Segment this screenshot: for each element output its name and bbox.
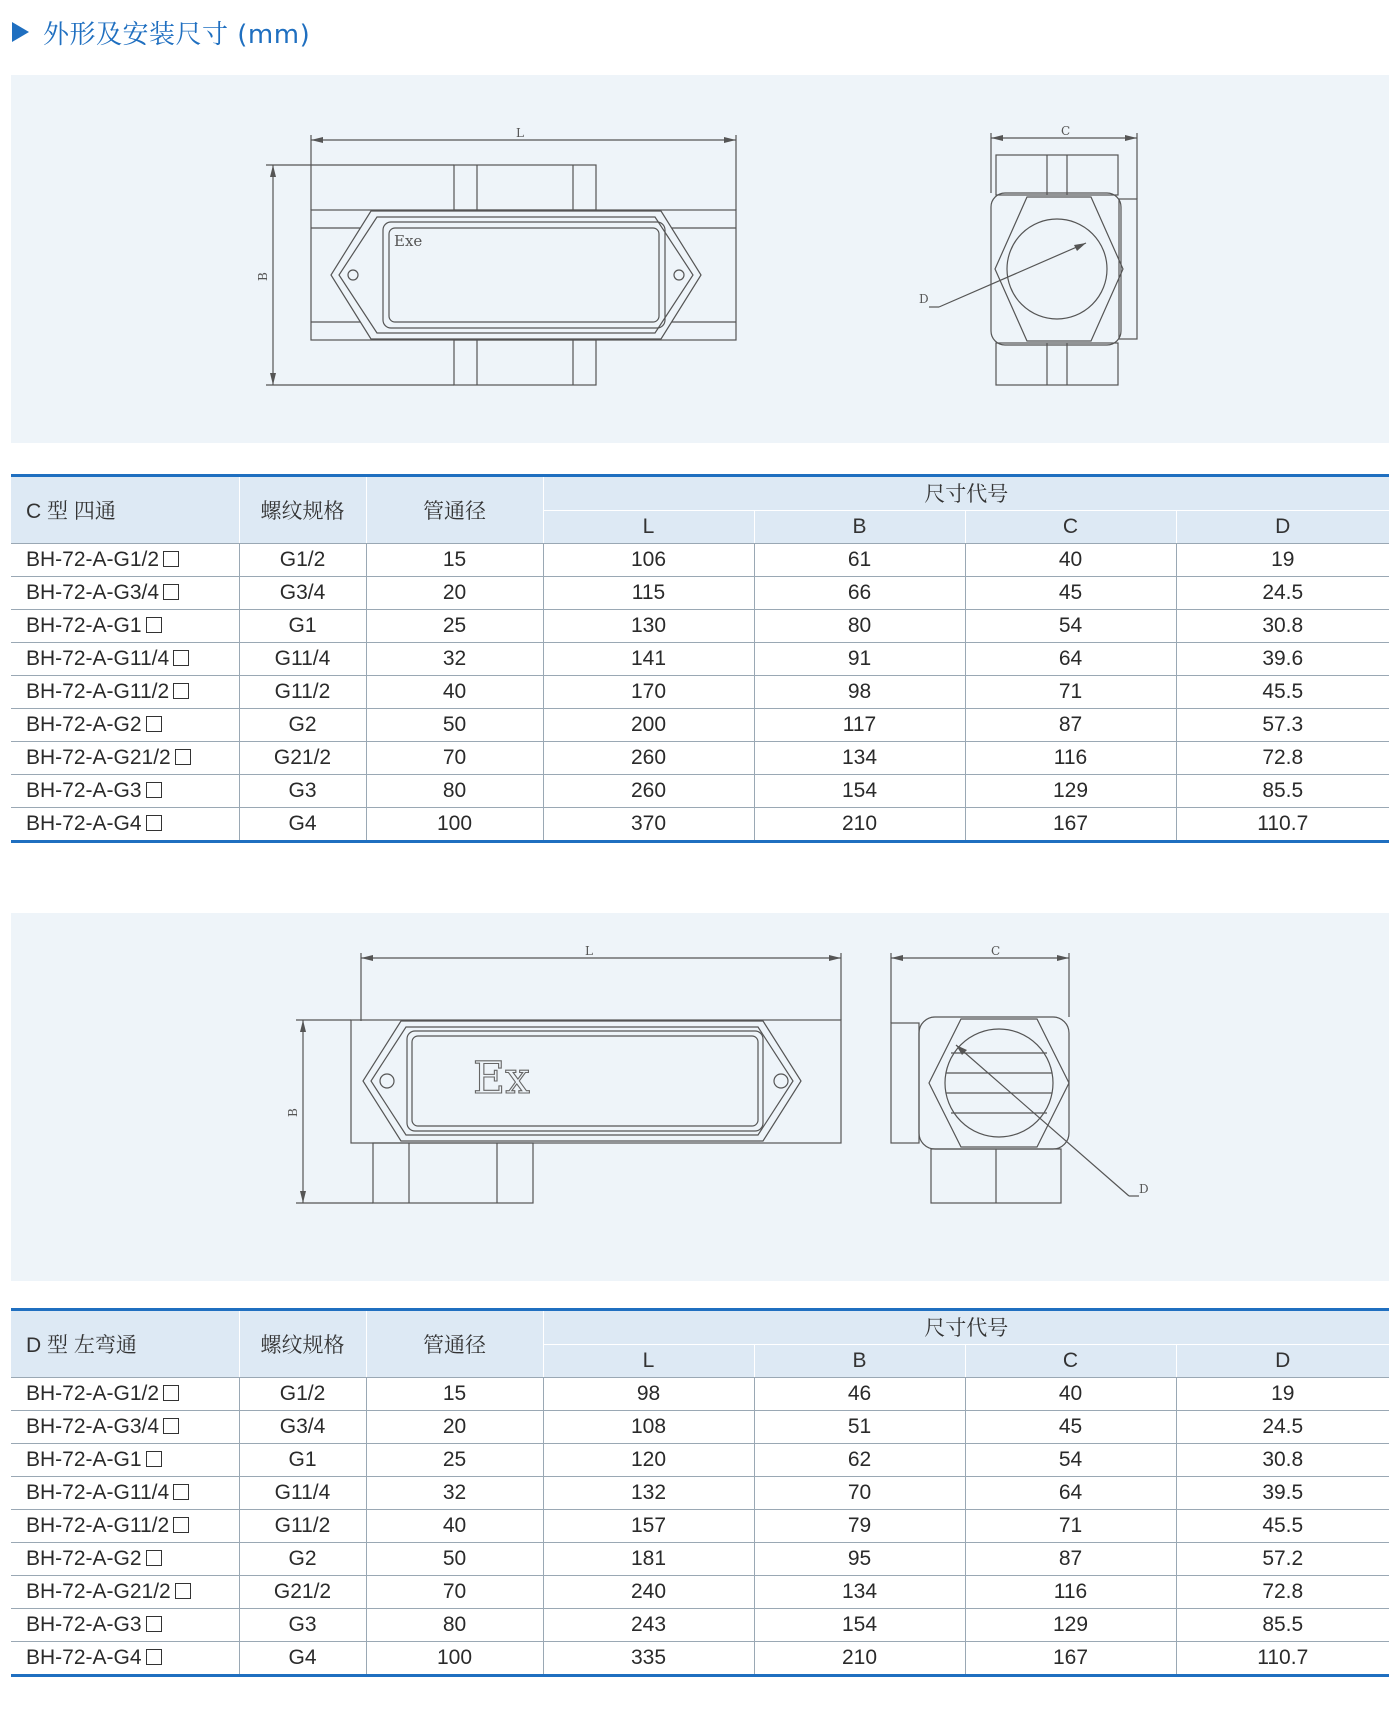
checkbox-square-icon: [146, 1550, 162, 1566]
model-text: BH-72-A-G2: [26, 713, 142, 736]
l-cell: 132: [543, 1477, 754, 1510]
model-cell: [11, 1378, 239, 1411]
b-cell: 79: [754, 1510, 965, 1543]
l-cell: 181: [543, 1543, 754, 1576]
model-text: BH-72-A-G11/2: [26, 1514, 170, 1537]
model-text: BH-72-A-G1: [26, 614, 142, 637]
checkbox-square-icon: [163, 1385, 179, 1401]
type-label: D 型 左弯通: [11, 1310, 239, 1378]
l-cell: 370: [543, 808, 754, 842]
section-title: 外形及安装尺寸 (mm): [43, 19, 311, 50]
model-text: BH-72-A-G4: [26, 1646, 142, 1669]
thread-cell: G11/4: [239, 1477, 366, 1510]
d-cell: 19: [1176, 1378, 1389, 1411]
dia-cell: 80: [366, 1609, 543, 1642]
table-row: [11, 1444, 1389, 1477]
dim-col-c: C: [965, 1344, 1176, 1378]
d-cell: 39.6: [1176, 643, 1389, 676]
b-cell: 134: [754, 742, 965, 775]
checkbox-square-icon: [173, 683, 189, 699]
b-cell: 46: [754, 1378, 965, 1411]
dia-cell: 20: [366, 577, 543, 610]
model-text: BH-72-A-G1: [26, 1448, 142, 1471]
b-cell: 62: [754, 1444, 965, 1477]
thread-cell: G2: [239, 709, 366, 742]
c-cell: 87: [965, 1543, 1176, 1576]
thread-cell: G1: [239, 1444, 366, 1477]
c-cell: 45: [965, 1411, 1176, 1444]
model-cell: [11, 1477, 239, 1510]
table-row: [11, 1510, 1389, 1543]
model-text: BH-72-A-G3: [26, 1613, 142, 1636]
c-cell: 45: [965, 577, 1176, 610]
table-row: [11, 1576, 1389, 1609]
model-cell: [11, 643, 239, 676]
c-cell: 129: [965, 775, 1176, 808]
d-cell: 110.7: [1257, 812, 1309, 835]
type-label: C 型 四通: [11, 476, 239, 544]
checkbox-square-icon: [146, 617, 162, 633]
b-cell: 210: [754, 1642, 965, 1676]
l-cell: 108: [543, 1411, 754, 1444]
checkbox-square-icon: [146, 716, 162, 732]
b-cell: 98: [754, 676, 965, 709]
table-row: [11, 1543, 1389, 1576]
d-cell: 24.5: [1176, 1411, 1389, 1444]
l-cell: 120: [543, 1444, 754, 1477]
technical-drawing-c: [11, 75, 1389, 443]
checkbox-square-icon: [163, 584, 179, 600]
dim-col-l: L: [543, 510, 754, 544]
checkbox-square-icon: [173, 1484, 189, 1500]
dim-label-b: B: [256, 272, 270, 281]
l-cell: 157: [543, 1510, 754, 1543]
model-cell: [11, 709, 239, 742]
dia-cell: 20: [366, 1411, 543, 1444]
dim-label-l: L: [516, 126, 524, 140]
checkbox-square-icon: [146, 1616, 162, 1632]
model-text: BH-72-A-G3: [26, 779, 142, 802]
b-cell: 91: [754, 643, 965, 676]
dim-label-d: D: [1139, 1182, 1149, 1196]
dia-cell: 70: [366, 742, 543, 775]
l-cell: 260: [543, 775, 754, 808]
thread-cell: G11/2: [239, 1510, 366, 1543]
thread-cell: G3: [239, 1609, 366, 1642]
thread-cell: G4: [239, 1642, 366, 1676]
front-view: [256, 126, 736, 385]
c-cell: 71: [965, 676, 1176, 709]
b-cell: 210: [754, 808, 965, 842]
model-cell: [11, 808, 239, 842]
dim-header: 尺寸代号: [543, 476, 1389, 511]
c-cell: 167: [965, 808, 1176, 842]
model-cell: [11, 1543, 239, 1576]
model-cell: [11, 1411, 239, 1444]
b-cell: 61: [754, 544, 965, 577]
table-row: [11, 610, 1389, 643]
thread-cell: G3/4: [239, 577, 366, 610]
c-cell: 167: [965, 1642, 1176, 1676]
dim-col-b: B: [754, 510, 965, 544]
checkbox-square-icon: [146, 1451, 162, 1467]
c-cell: 40: [965, 544, 1176, 577]
table-row: [11, 577, 1389, 610]
b-cell: 154: [754, 775, 965, 808]
checkbox-square-icon: [146, 1649, 162, 1665]
table-row: [11, 1642, 1389, 1676]
b-cell: 80: [754, 610, 965, 643]
dim-label-b: B: [286, 1108, 300, 1117]
table-row: [11, 808, 1389, 842]
checkbox-square-icon: [146, 782, 162, 798]
d-cell: 24.5: [1176, 577, 1389, 610]
model-cell: [11, 1609, 239, 1642]
c-cell: 64: [965, 643, 1176, 676]
thread-cell: G21/2: [239, 1576, 366, 1609]
c-cell: 87: [965, 709, 1176, 742]
d-cell: 85.5: [1176, 775, 1389, 808]
table-row: [11, 709, 1389, 742]
checkbox-square-icon: [163, 551, 179, 567]
checkbox-square-icon: [175, 1583, 191, 1599]
d-cell: 39.5: [1176, 1477, 1389, 1510]
spec-table-d: [11, 1308, 1389, 1677]
thread-cell: G3: [239, 775, 366, 808]
section-heading: [12, 14, 310, 50]
checkbox-square-icon: [163, 1418, 179, 1434]
c-cell: 54: [965, 610, 1176, 643]
d-cell: 57.3: [1176, 709, 1389, 742]
dim-col-d: D: [1176, 510, 1389, 544]
table-row: [11, 775, 1389, 808]
c-cell: 40: [965, 1378, 1176, 1411]
d-cell: 19: [1176, 544, 1389, 577]
l-cell: 240: [543, 1576, 754, 1609]
dia-cell: 80: [366, 775, 543, 808]
model-cell: [11, 1510, 239, 1543]
b-cell: 117: [754, 709, 965, 742]
table-row: [11, 676, 1389, 709]
dia-cell: 100: [366, 808, 543, 842]
thread-cell: G11/4: [239, 643, 366, 676]
d-cell: 110.7: [1257, 1646, 1309, 1669]
table-row: [11, 1609, 1389, 1642]
dia-cell: 32: [366, 643, 543, 676]
dia-cell: 15: [366, 1378, 543, 1411]
table-d-body: [11, 1378, 1389, 1676]
dia-cell: 50: [366, 1543, 543, 1576]
table-row: [11, 1378, 1389, 1411]
thread-cell: G2: [239, 1543, 366, 1576]
dia-cell: 70: [366, 1576, 543, 1609]
model-cell: [11, 676, 239, 709]
l-cell: 98: [543, 1378, 754, 1411]
dia-cell: 25: [366, 610, 543, 643]
thread-cell: G11/2: [239, 676, 366, 709]
b-cell: 134: [754, 1576, 965, 1609]
model-cell: [11, 610, 239, 643]
thread-cell: G1/2: [239, 1378, 366, 1411]
badge-exe: Exe: [394, 232, 423, 250]
thread-header: 螺纹规格: [239, 476, 366, 544]
dim-header: 尺寸代号: [543, 1310, 1389, 1345]
b-cell: 70: [754, 1477, 965, 1510]
pipe-header: 管通径: [366, 476, 543, 544]
l-cell: 141: [543, 643, 754, 676]
thread-cell: G1/2: [239, 544, 366, 577]
model-cell: [11, 577, 239, 610]
model-text: BH-72-A-G21/2: [26, 1580, 171, 1603]
b-cell: 154: [754, 1609, 965, 1642]
table-row: [11, 1411, 1389, 1444]
d-cell: 30.8: [1176, 610, 1389, 643]
dim-label-c: C: [1061, 124, 1071, 138]
model-cell: [11, 1642, 239, 1676]
d-cell: 72.8: [1176, 742, 1389, 775]
technical-drawing-d: [11, 913, 1389, 1281]
l-cell: 130: [543, 610, 754, 643]
model-text: BH-72-A-G11/4: [26, 1481, 170, 1504]
b-cell: 51: [754, 1411, 965, 1444]
model-cell: [11, 1576, 239, 1609]
dim-col-d: D: [1176, 1344, 1389, 1378]
b-cell: 95: [754, 1543, 965, 1576]
model-text: BH-72-A-G4: [26, 812, 142, 835]
drawing-c-four-way: [11, 75, 1389, 443]
l-cell: 243: [543, 1609, 754, 1642]
model-text: BH-72-A-G3/4: [26, 1415, 160, 1438]
table-row: [11, 1477, 1389, 1510]
dim-label-l: L: [585, 944, 593, 958]
d-cell: 45.5: [1176, 676, 1389, 709]
badge-ex: Ex: [473, 1053, 530, 1104]
thread-header: 螺纹规格: [239, 1310, 366, 1378]
model-text: BH-72-A-G1/2: [26, 1382, 160, 1405]
l-cell: 115: [543, 577, 754, 610]
model-text: BH-72-A-G11/4: [26, 647, 170, 670]
model-text: BH-72-A-G11/2: [26, 680, 170, 703]
dim-label-c: C: [991, 944, 1001, 958]
dia-cell: 32: [366, 1477, 543, 1510]
dia-cell: 25: [366, 1444, 543, 1477]
thread-cell: G3/4: [239, 1411, 366, 1444]
l-cell: 170: [543, 676, 754, 709]
front-view: [286, 944, 841, 1203]
side-view: [919, 124, 1137, 385]
dim-col-b: B: [754, 1344, 965, 1378]
c-cell: 64: [965, 1477, 1176, 1510]
c-cell: 71: [965, 1510, 1176, 1543]
c-cell: 116: [965, 1576, 1176, 1609]
checkbox-square-icon: [175, 749, 191, 765]
spec-table-c: [11, 474, 1389, 843]
b-cell: 66: [754, 577, 965, 610]
dia-cell: 40: [366, 676, 543, 709]
model-text: BH-72-A-G1/2: [26, 548, 160, 571]
d-cell: 72.8: [1176, 1576, 1389, 1609]
table-row: [11, 742, 1389, 775]
table-row: [11, 643, 1389, 676]
dim-col-c: C: [965, 510, 1176, 544]
dim-label-d: D: [919, 292, 929, 306]
d-cell: 45.5: [1176, 1510, 1389, 1543]
thread-cell: G4: [239, 808, 366, 842]
dia-cell: 100: [366, 1642, 543, 1676]
dim-col-l: L: [543, 1344, 754, 1378]
checkbox-square-icon: [146, 815, 162, 831]
checkbox-square-icon: [173, 1517, 189, 1533]
model-text: BH-72-A-G3/4: [26, 581, 160, 604]
dia-cell: 15: [366, 544, 543, 577]
thread-cell: G1: [239, 610, 366, 643]
model-cell: [11, 742, 239, 775]
l-cell: 260: [543, 742, 754, 775]
d-cell: 57.2: [1176, 1543, 1389, 1576]
dia-cell: 50: [366, 709, 543, 742]
c-cell: 116: [965, 742, 1176, 775]
table-c-body: [11, 544, 1389, 842]
checkbox-square-icon: [173, 650, 189, 666]
table-row: [11, 544, 1389, 577]
l-cell: 106: [543, 544, 754, 577]
model-text: BH-72-A-G2: [26, 1547, 142, 1570]
model-text: BH-72-A-G21/2: [26, 746, 171, 769]
thread-cell: G21/2: [239, 742, 366, 775]
l-cell: 335: [543, 1642, 754, 1676]
pipe-header: 管通径: [366, 1310, 543, 1378]
dia-cell: 40: [366, 1510, 543, 1543]
model-cell: [11, 544, 239, 577]
d-cell: 85.5: [1176, 1609, 1389, 1642]
triangle-bullet-icon: [12, 22, 29, 42]
model-cell: [11, 775, 239, 808]
side-view: [891, 944, 1149, 1203]
model-cell: [11, 1444, 239, 1477]
c-cell: 129: [965, 1609, 1176, 1642]
l-cell: 200: [543, 709, 754, 742]
drawing-d-left-elbow: [11, 913, 1389, 1281]
c-cell: 54: [965, 1444, 1176, 1477]
d-cell: 30.8: [1176, 1444, 1389, 1477]
